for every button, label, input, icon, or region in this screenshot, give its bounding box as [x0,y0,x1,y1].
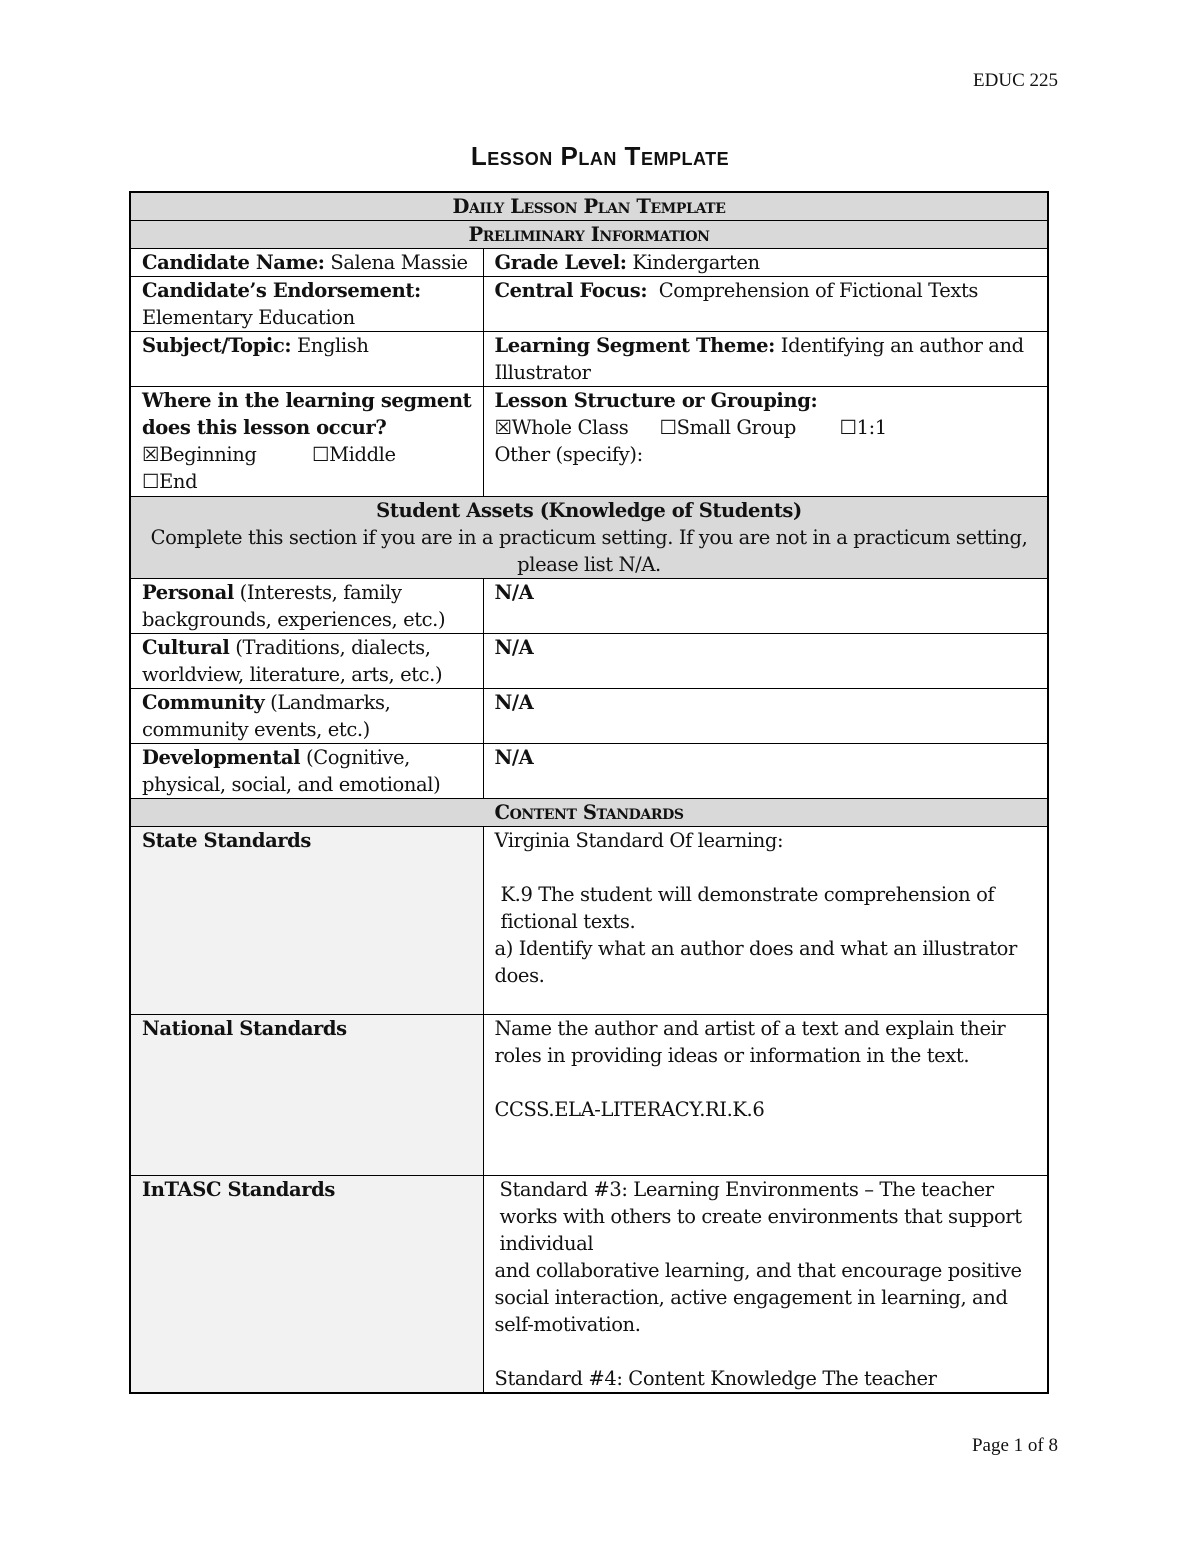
endorsement-label: Candidate’s Endorsement: [142,279,421,302]
subject-cell [130,332,483,387]
national-standard-line: Name the author and artist of a text and explain their roles in providing ideas or information in the text. [494,1017,1006,1067]
endorsement-value: Elementary Education [142,306,355,329]
grade-label: Grade Level: [494,251,627,274]
segment-option-end[interactable]: ☐End [142,470,198,493]
grade-cell [483,249,1048,277]
assets-note: Complete this section if you are in a practicum setting. If you are not in a practicum setting, please list N/A. [150,526,1028,576]
intasc-standard-line: and collaborative learning, and that encourage positive social interaction, active engagement in learning, and self-motivation. [494,1259,1022,1336]
structure-option-whole-class[interactable]: ☒Whole Class [494,416,629,439]
grade-value: Kindergarten [632,251,760,274]
asset-value: N/A [483,744,1048,799]
structure-option-one-to-one[interactable]: ☐1:1 [839,416,887,439]
asset-label: Developmental [142,746,301,769]
asset-value: N/A [483,579,1048,634]
theme-label: Learning Segment Theme: [494,334,775,357]
intasc-standard-line: Standard #3: Learning Environments – The teacher works with others to create environments that support individual [499,1178,1022,1255]
subject-value: English [296,334,369,357]
national-standards-label: National Standards [130,1015,483,1176]
intasc-standards-label: InTASC Standards [130,1176,483,1394]
segment-option-middle[interactable]: ☐Middle [312,443,396,466]
asset-label: Personal [142,581,234,604]
asset-label-cell [130,744,483,799]
state-standards-label: State Standards [130,827,483,1015]
asset-label-cell [130,689,483,744]
preliminary-band: Preliminary Information [130,221,1048,249]
page-number: Page 1 of 8 [971,1435,1058,1456]
asset-label-cell [130,634,483,689]
state-standard-line: K.9 The student will demonstrate comprehension of fictional texts. [500,883,995,933]
assets-title: Student Assets (Knowledge of Students) [376,499,802,522]
asset-value: N/A [483,634,1048,689]
state-standards-cell [483,827,1048,1015]
asset-label: Community [142,691,265,714]
theme-value: Identifying an author and Illustrator [494,334,1024,384]
segment-option-beginning[interactable]: ☒Beginning [142,443,257,466]
structure-other: Other (specify): [494,443,643,466]
structure-label: Lesson Structure or Grouping: [494,389,818,412]
intasc-standard-line: Standard #4: Content Knowledge The teacher [494,1367,937,1390]
lesson-plan-table [129,191,1049,1394]
structure-cell [483,387,1048,497]
structure-option-small-group[interactable]: ☐Small Group [659,416,797,439]
subject-label: Subject/Topic: [142,334,292,357]
daily-plan-band: Daily Lesson Plan Template [130,192,1048,221]
theme-cell [483,332,1048,387]
candidate-cell [130,249,483,277]
state-standard-line: Virginia Standard Of learning: [494,829,784,852]
candidate-value: Salena Massie [330,251,468,274]
asset-label-cell [130,579,483,634]
asset-desc: (Traditions, dialects, worldview, literature, arts, etc.) [142,636,443,686]
content-standards-band: Content Standards [130,799,1048,827]
asset-desc: (Cognitive, physical, social, and emotional) [142,746,441,796]
state-standard-line: a) Identify what an author does and what an illustrator does. [494,937,1017,987]
intasc-standards-cell [483,1176,1048,1394]
asset-label: Cultural [142,636,230,659]
course-code: EDUC 225 [973,70,1058,91]
focus-value: Comprehension of Fictional Texts [658,279,978,302]
focus-label: Central Focus: [494,279,648,302]
national-standard-line: CCSS.ELA-LITERACY.RI.K.6 [494,1098,765,1121]
asset-desc: (Landmarks, community events, etc.) [142,691,391,741]
segment-label: Where in the learning segment does this lesson occur? [142,389,472,439]
segment-cell [130,387,483,497]
asset-desc: (Interests, family backgrounds, experiences, etc.) [142,581,446,631]
asset-value: N/A [483,689,1048,744]
national-standards-cell [483,1015,1048,1176]
focus-cell [483,277,1048,332]
endorsement-cell [130,277,483,332]
student-assets-header [130,497,1048,579]
candidate-label: Candidate Name: [142,251,325,274]
page-title: Lesson Plan Template [470,141,730,171]
